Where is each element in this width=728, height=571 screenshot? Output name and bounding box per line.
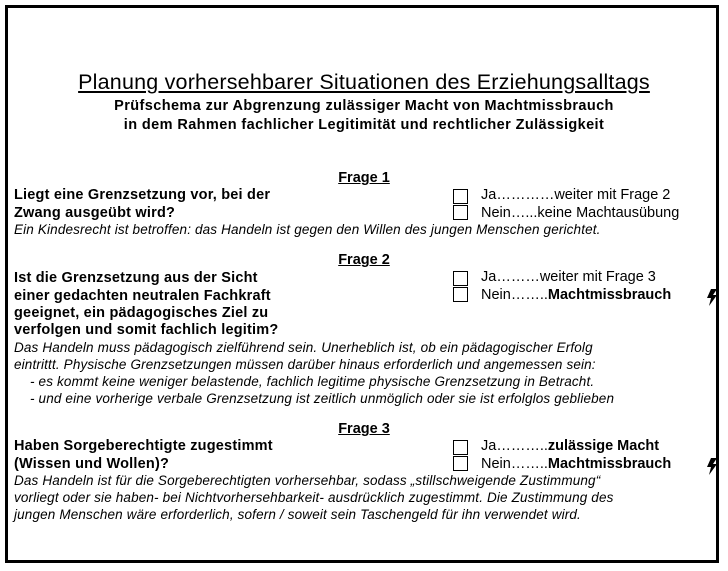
frage-1-ja-option: Ja…………weiter mit Frage 2 (481, 187, 671, 203)
frage-1-note: Ein Kindesrecht ist betroffen: das Handeln ist gegen den Willen des jungen Menschen gerichtet. (14, 222, 601, 237)
frage-2-question-line-2: einer gedachten neutralen Fachkraft (14, 288, 271, 304)
frage-2-nein-checkbox[interactable] (453, 287, 468, 302)
frage-2-nein-option (481, 287, 671, 303)
frage-3-question-line-1: Haben Sorgeberechtigte zugestimmt (14, 438, 273, 454)
frage-3-ja-option (481, 438, 659, 454)
subtitle-line-1: Prüfschema zur Abgrenzung zulässiger Macht von Machtmissbrauch (114, 98, 614, 114)
frage-2-note-line-3: - es kommt keine weniger belastende, fachlich legitime physische Grenzsetzung in Betracht. (30, 374, 595, 389)
frage-2-nein-prefix: Nein…….. (481, 287, 548, 303)
frage-2-note-line-2: eintrittt. Physische Grenzsetzungen müssen darüber hinaus erforderlich und angemessen sein: (14, 357, 596, 372)
frage-2-question-line-1: Ist die Grenzsetzung aus der Sicht (14, 270, 258, 286)
lightning-bolt-icon (706, 289, 718, 306)
frage-3-ja-result: zulässige Macht (547, 438, 660, 454)
frage-3-note-line-1: Das Handeln ist für die Sorgeberechtigten vorhersehbar, sodass „stillschweigende Zustimmung“ (14, 473, 601, 488)
subtitle-line-2: in dem Rahmen fachlicher Legitimität und rechtlicher Zulässigkeit (123, 117, 605, 133)
frage-1-nein-option: Nein…...keine Machtausübung (481, 205, 680, 221)
frage-3-note-line-2: vorliegt oder sie haben- bei Nichtvorhersehbarkeit- ausdrücklich zugestimmt. Die Zustimmung des (14, 490, 614, 505)
frage-1-question-line-2: Zwang ausgeübt wird? (14, 205, 176, 221)
frage-2-question-line-4: verfolgen und somit fachlich legitim? (14, 322, 279, 338)
frage-3-nein-option (481, 456, 671, 472)
frage-3-nein-checkbox[interactable] (453, 456, 468, 471)
frage-3-ja-prefix: Ja……….. (481, 438, 548, 454)
page-title: Planung vorhersehbarer Situationen des Erziehungsalltags (78, 70, 650, 94)
frage-3-note-line-3: jungen Menschen wäre erforderlich, sofern / soweit sein Taschengeld für ihn verwendet wird. (14, 507, 581, 522)
frage-2-question-line-3: geeignet, ein pädagogisches Ziel zu (14, 305, 269, 321)
frage-2-note-line-4: - und eine vorherige verbale Grenzsetzung ist zeitlich unmöglich oder sie ist erfolglos geblieben (30, 391, 615, 406)
frage-3-question-line-2: (Wissen und Wollen)? (14, 456, 170, 472)
frage-2-note-line-1: Das Handeln muss pädagogisch zielführend sein. Unerheblich ist, ob ein pädagogischer Erfolg (14, 340, 593, 355)
frage-1-nein-checkbox[interactable] (453, 205, 468, 220)
frage-1-ja-checkbox[interactable] (453, 189, 468, 204)
frage-2-heading: Frage 2 (338, 252, 390, 268)
frage-2-ja-checkbox[interactable] (453, 271, 468, 286)
frage-2-ja-option: Ja………weiter mit Frage 3 (481, 269, 656, 285)
frage-3-nein-prefix: Nein…….. (481, 456, 548, 472)
frage-3-heading: Frage 3 (338, 421, 390, 437)
lightning-bolt-icon (706, 458, 718, 475)
frage-3-nein-result: Machtmissbrauch (547, 456, 672, 472)
frage-3-ja-checkbox[interactable] (453, 440, 468, 455)
frage-1-question-line-1: Liegt eine Grenzsetzung vor, bei der (14, 187, 271, 203)
frage-2-nein-result: Machtmissbrauch (547, 287, 672, 303)
frage-1-heading: Frage 1 (338, 170, 390, 186)
